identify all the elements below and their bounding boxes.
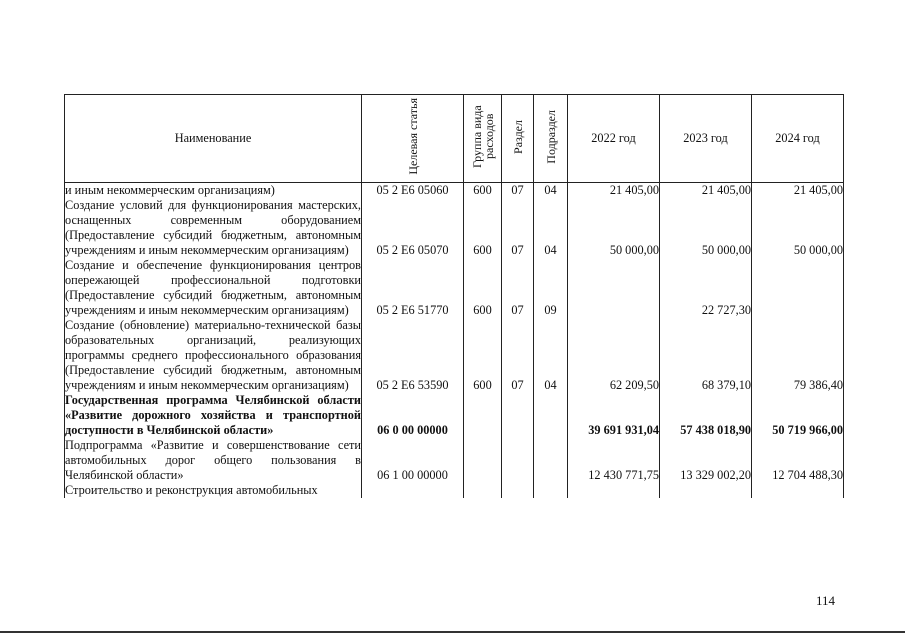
row-2024: 21 405,00 xyxy=(752,183,844,199)
row-section xyxy=(502,393,534,438)
row-2023: 50 000,00 xyxy=(660,198,752,258)
table-row xyxy=(65,393,844,438)
row-2024: 12 704 488,30 xyxy=(752,438,844,483)
header-expense-group-label: Группа вида расходов xyxy=(469,105,496,168)
row-target-article: 05 2 E6 51770 xyxy=(362,258,464,318)
table-header-row xyxy=(65,95,844,183)
row-2023 xyxy=(660,483,752,498)
row-expense-group: 600 xyxy=(464,198,502,258)
table-row xyxy=(65,483,844,498)
row-subsection: 04 xyxy=(534,318,568,393)
header-section xyxy=(502,95,534,183)
row-2022 xyxy=(568,258,660,318)
table-row xyxy=(65,318,844,393)
row-target-article: 05 2 E6 05060 xyxy=(362,183,464,199)
row-expense-group xyxy=(464,438,502,483)
header-expense-group xyxy=(464,95,502,183)
table-row xyxy=(65,258,844,318)
row-name: и иным некоммерческим организациям) xyxy=(65,183,362,199)
row-2024: 79 386,40 xyxy=(752,318,844,393)
row-expense-group xyxy=(464,393,502,438)
row-name: Создание условий для функционирования мастерских, оснащенных современным оборудованием (Предоставление субсидий бюджетным, автономным учреждениям и иным некоммерческим организациям) xyxy=(65,198,361,257)
header-section-label: Раздел xyxy=(510,119,525,154)
header-subsection-label: Подраздел xyxy=(543,109,558,164)
row-2022: 62 209,50 xyxy=(568,318,660,393)
row-expense-group: 600 xyxy=(464,258,502,318)
row-target-article: 06 1 00 00000 xyxy=(362,438,464,483)
row-name: Строительство и реконструкция автомобильных xyxy=(65,483,362,498)
row-2024: 50 719 966,00 xyxy=(752,393,844,438)
row-2022: 39 691 931,04 xyxy=(568,393,660,438)
row-section: 07 xyxy=(502,318,534,393)
row-target-article xyxy=(362,483,464,498)
row-subsection xyxy=(534,393,568,438)
row-2022: 21 405,00 xyxy=(568,183,660,199)
row-subsection xyxy=(534,438,568,483)
row-2022: 12 430 771,75 xyxy=(568,438,660,483)
row-target-article: 05 2 E6 53590 xyxy=(362,318,464,393)
row-subsection: 09 xyxy=(534,258,568,318)
header-subsection xyxy=(534,95,568,183)
row-section: 07 xyxy=(502,258,534,318)
row-subsection xyxy=(534,483,568,498)
table-row xyxy=(65,198,844,258)
row-2024 xyxy=(752,258,844,318)
row-2023: 22 727,30 xyxy=(660,258,752,318)
row-subsection: 04 xyxy=(534,198,568,258)
header-target-article xyxy=(362,95,464,183)
header-target-article-label: Целевая статья xyxy=(405,98,420,175)
row-target-article: 05 2 E6 05070 xyxy=(362,198,464,258)
row-expense-group xyxy=(464,483,502,498)
row-2023: 68 379,10 xyxy=(660,318,752,393)
row-section xyxy=(502,483,534,498)
row-2023: 13 329 002,20 xyxy=(660,438,752,483)
page-number: 114 xyxy=(815,593,835,608)
header-2024: 2024 год xyxy=(752,95,844,183)
row-2022 xyxy=(568,483,660,498)
row-name: Подпрограмма «Развитие и совершенствование сети автомобильных дорог общего пользования в Челябинской области» xyxy=(65,438,361,482)
table-row xyxy=(65,438,844,483)
row-subsection: 04 xyxy=(534,183,568,199)
header-name: Наименование xyxy=(65,95,362,183)
row-2024: 50 000,00 xyxy=(752,198,844,258)
row-name: Создание и обеспечение функционирования центров опережающей профессиональной подготовки (Предоставление субсидий бюджетным, автономным учреждениям и иным некоммерческим организациям) xyxy=(65,258,361,317)
row-2022: 50 000,00 xyxy=(568,198,660,258)
row-name: Создание (обновление) материально-технической базы образовательных организаций, реализующих программы среднего профессионального образования (Предоставление субсидий бюджетным, автономным учреждениям и иным некоммерческим организациям) xyxy=(65,318,361,392)
budget-table xyxy=(64,94,844,498)
header-2023: 2023 год xyxy=(660,95,752,183)
row-expense-group: 600 xyxy=(464,183,502,199)
row-2023: 57 438 018,90 xyxy=(660,393,752,438)
table-row xyxy=(65,183,844,199)
row-section xyxy=(502,438,534,483)
row-target-article: 06 0 00 00000 xyxy=(362,393,464,438)
row-section: 07 xyxy=(502,198,534,258)
header-2022: 2022 год xyxy=(568,95,660,183)
bottom-rule xyxy=(0,631,905,633)
row-name: Государственная программа Челябинской области «Развитие дорожного хозяйства и транспортной доступности в Челябинской области» xyxy=(65,393,361,437)
row-expense-group: 600 xyxy=(464,318,502,393)
row-section: 07 xyxy=(502,183,534,199)
row-2024 xyxy=(752,483,844,498)
row-2023: 21 405,00 xyxy=(660,183,752,199)
